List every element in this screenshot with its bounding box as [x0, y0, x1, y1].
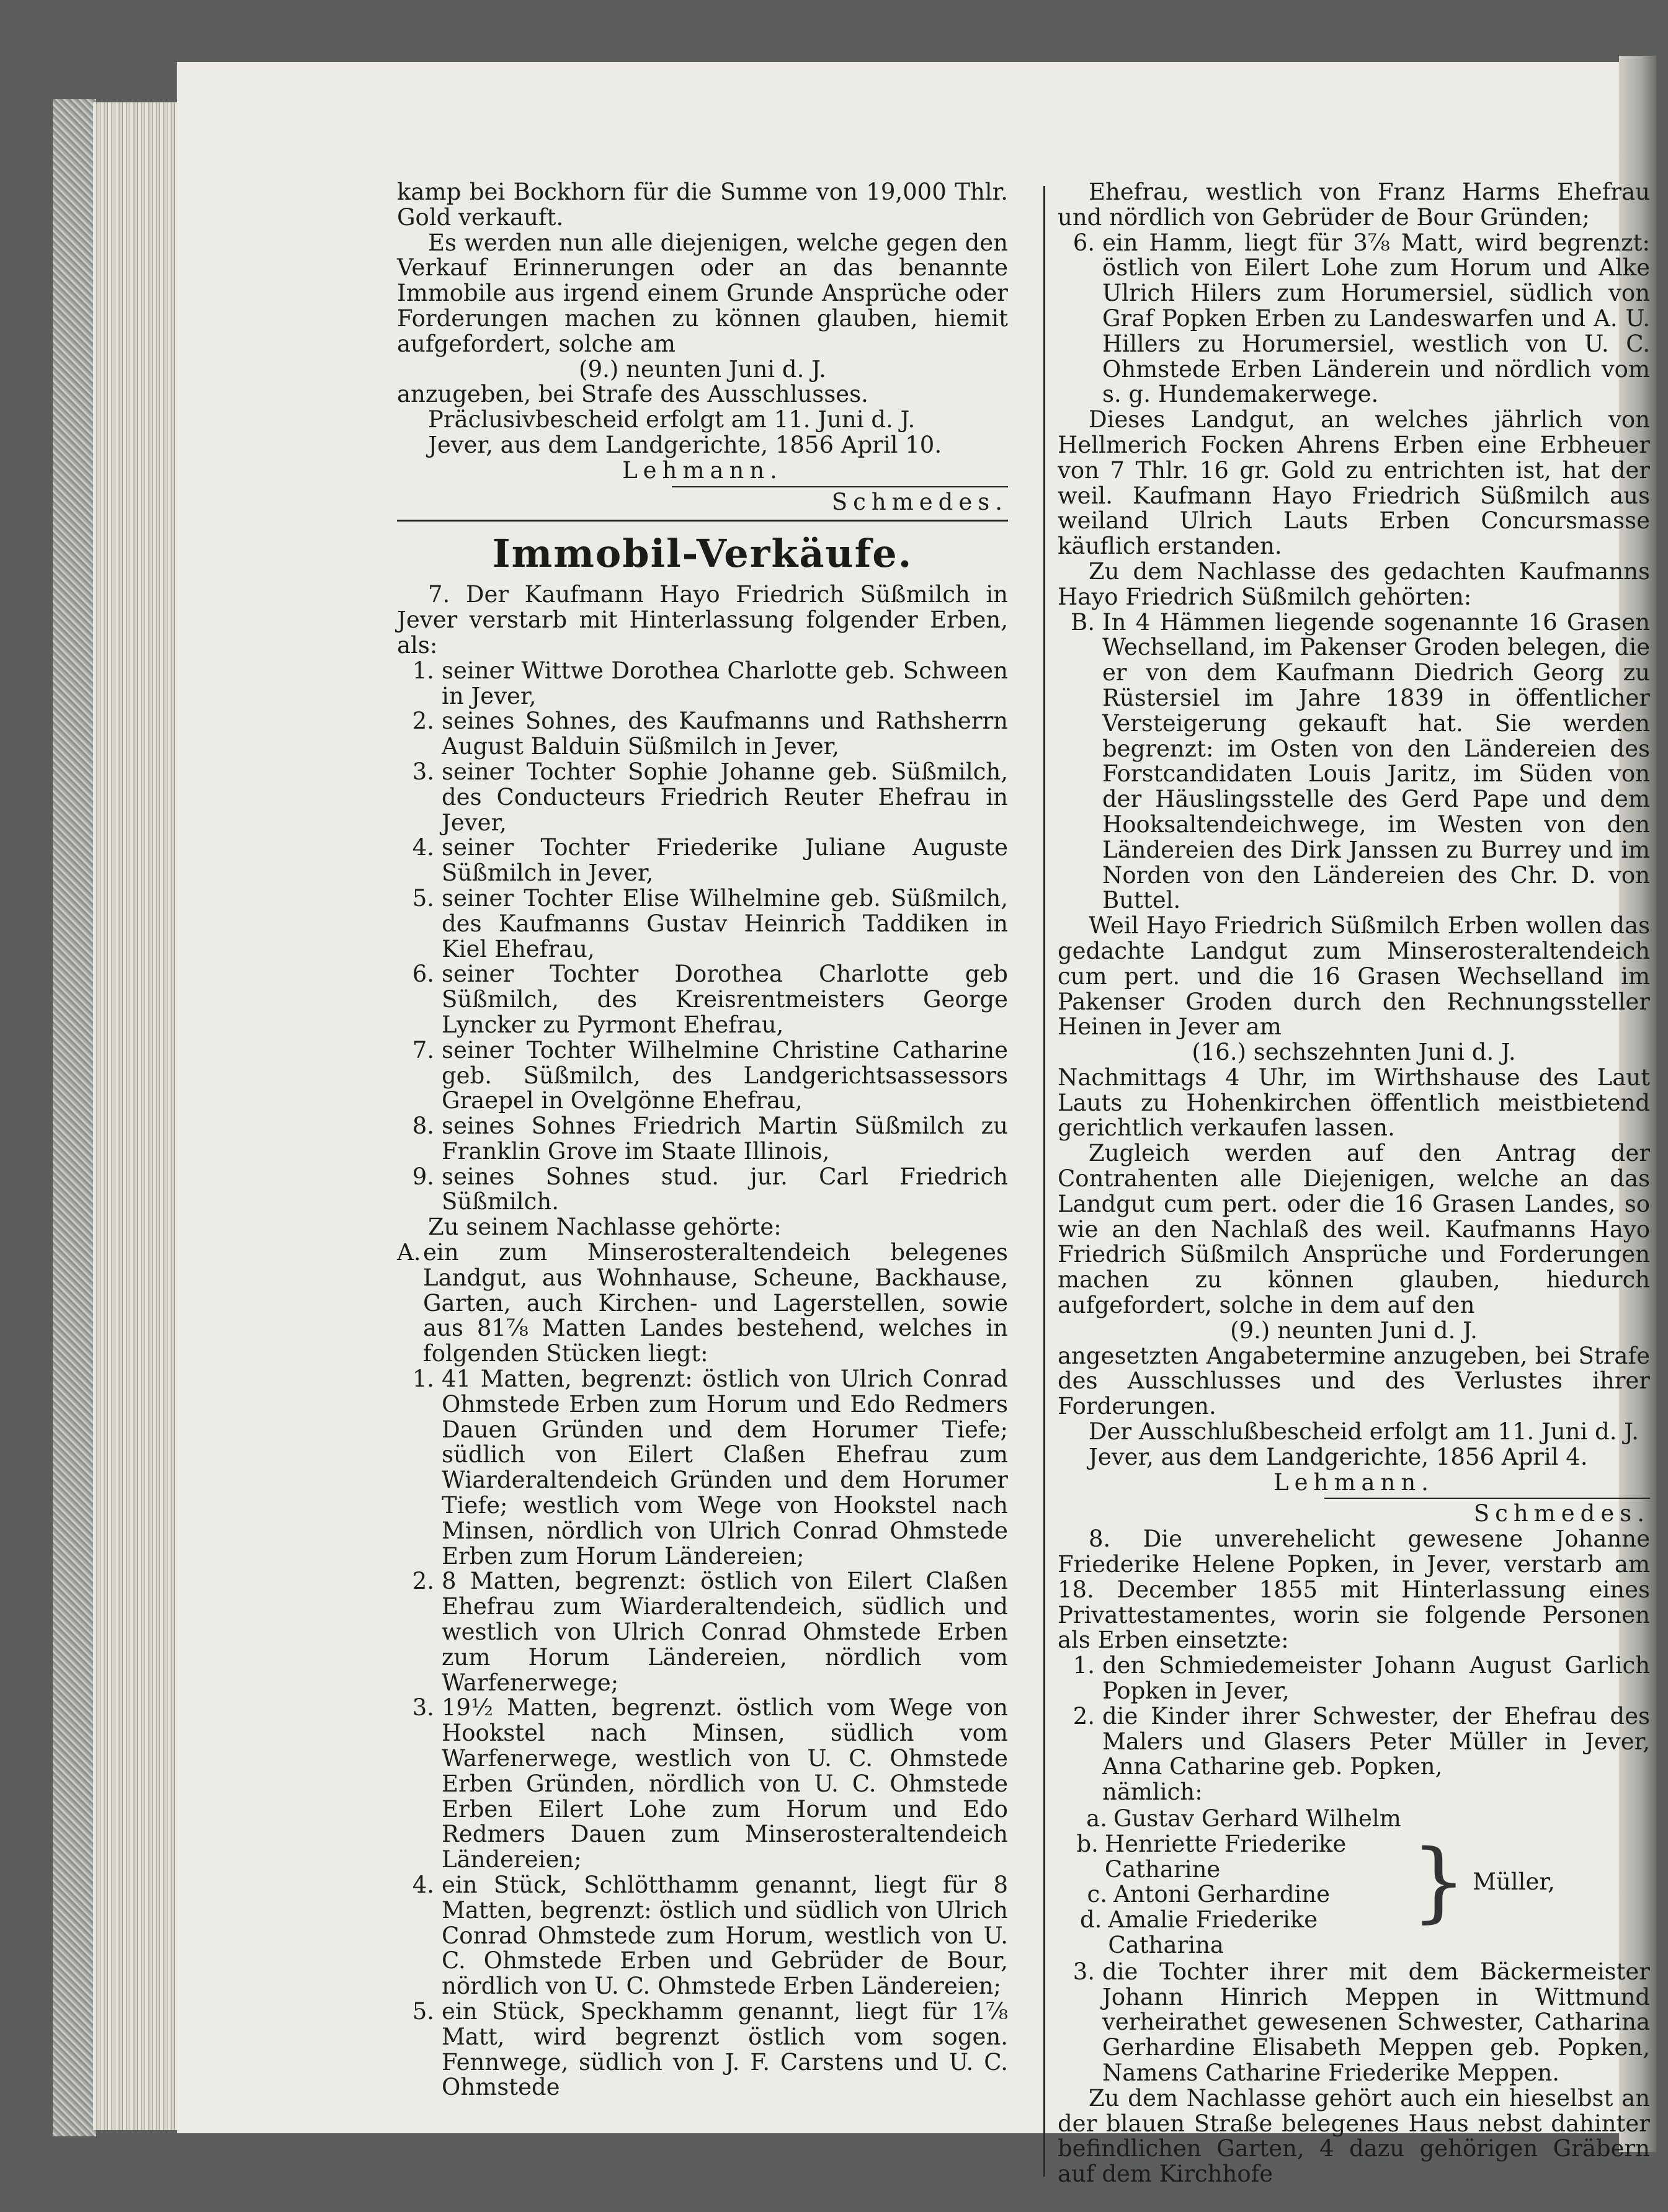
- estate-heading: Zu seinem Nachlasse gehörte:: [428, 1214, 782, 1241]
- signature-lehmann: Lehmann.: [622, 456, 783, 484]
- heir-list: [397, 659, 1008, 1215]
- signature-schmedes-2: Schmedes.: [1473, 1500, 1650, 1527]
- intro-text-5: Jever, aus dem Landgerichte, 1856 April 10.: [428, 431, 942, 458]
- list-item: 1. den Schmiedemeister Johann August Garlich Popken in Jever,: [1073, 1652, 1650, 1705]
- children-list: [1058, 1806, 1405, 1958]
- list-item: 4. ein Stück, Schlötthamm genannt, liegt für 8 Matten, begrenzt: östlich und südlich von Ulrich Conrad Ohmstede zum Horum, westlich von U. C. Ohmstede Erben und Gebrüder de Bour, nördlich von U. C. Ohmstede Erben Ländereien;: [412, 1872, 1008, 2000]
- paragraph-bescheid: Der Ausschlußbescheid erfolgt am 11. Juni d. J.: [1089, 1418, 1639, 1446]
- list-item: 8. seines Sohnes Friedrich Martin Süßmilch zu Franklin Grove im Staate Illinois,: [412, 1113, 1008, 1165]
- continuation-text: Ehefrau, westlich von Franz Harms Ehefrau und nördlich von Gebrüder de Bour Gründen;: [1058, 179, 1650, 231]
- intro-text-2: Es werden nun alle diejenigen, welche gegen den Verkauf Erinnerungen oder an das benannte Immobile aus irgend einem Grunde Ansprüche oder Forderungen machen zu können glauben, hiemit aufgefordert, solche am: [397, 229, 1008, 357]
- paragraph-sale: Weil Hayo Friedrich Süßmilch Erben wollen das gedachte Landgut zum Minserosteraltendeich cum pert. und die 16 Grasen Wechselland im Pakenser Groden durch den Rechnungssteller Heinen in Jever am: [1058, 912, 1650, 1041]
- signature-rule-2: [1324, 1498, 1650, 1499]
- notice-7-intro: 7. Der Kaufmann Hayo Friedrich Süßmilch in Jever verstarb mit Hinterlassung folgender Erben, als:: [397, 581, 1008, 659]
- signature-lehmann-2: Lehmann.: [1273, 1468, 1434, 1496]
- list-item: d. Amalie Friederike Catharina: [1079, 1906, 1318, 1958]
- estate-item-b: B. In 4 Hämmen liegende sogenannte 16 Grasen Wechselland, im Pakenser Groden belegen, die er von dem Kaufmann Diedrich Georg zu Rüstersiel im Jahre 1839 in öffentlicher Versteigerung gekauft hat. Sie werden begrenzt: im Osten von den Ländereien des Forstcandidaten Louis Jaritz, im Süden von der Häuslingsstelle des Gerd Pape und dem Hooksaltendeichwege, im Westen von den Ländereien des Dirk Janssen zu Burrey und im Norden von den Ländereien des Chr. D. von Buttel.: [1071, 608, 1650, 914]
- list-item: 1. seiner Wittwe Dorothea Charlotte geb. Schween in Jever,: [412, 657, 1008, 709]
- deadline-date: (9.) neunten Juni d. J.: [579, 355, 826, 383]
- paragraph-place-date: Jever, aus dem Landgerichte, 1856 April 4.: [1089, 1443, 1588, 1470]
- parcel-list: [397, 1367, 1008, 2100]
- right-column: [1058, 180, 1650, 2187]
- page-edges: [93, 102, 180, 2130]
- list-item: a. Gustav Gerhard Wilhelm: [1086, 1805, 1401, 1832]
- paragraph-penalty: angesetzten Angabetermine anzugeben, bei Strafe des Ausschlusses und des Verlustes ihrer Forderungen.: [1058, 1342, 1650, 1420]
- signature-schmedes: Schmedes.: [831, 488, 1008, 515]
- children-surname: Müller,: [1473, 1868, 1555, 1895]
- paragraph-nachlass: Zu dem Nachlasse des gedachten Kaufmanns Hayo Friedrich Süßmilch gehörten:: [1058, 557, 1650, 610]
- paragraph-landgut: Dieses Landgut, an welches jährlich von Hellmerich Focken Ahrens Erben eine Erbheuer von 7 Thlr. 16 gr. Gold zu entrichten ist, hat der weil. Kaufmann Hayo Friedrich Süßmilch aus weiland Ulrich Lauts Erben Concursmasse käuflich erstanden.: [1058, 406, 1650, 560]
- list-item: 2. 8 Matten, begrenzt: östlich von Eilert Claßen Ehefrau zum Wiarderaltendeich, südlich und westlich von Ulrich Conrad Ohmstede Erben zum Horum Ländereien, nördlich vom Warfenerwege;: [412, 1568, 1008, 1696]
- intro-text-4: Präclusivbescheid erfolgt am 11. Juni d. J.: [428, 406, 916, 433]
- section-heading: Immobil-Verkäufe.: [492, 531, 913, 577]
- section-rule: [397, 520, 1008, 522]
- column-divider: [1043, 186, 1045, 2177]
- list-item: 3. seiner Tochter Sophie Johanne geb. Süßmilch, des Conducteurs Friedrich Reuter Ehefrau in Jever,: [412, 758, 1008, 836]
- list-item: 6. seiner Tochter Dorothea Charlotte geb Süßmilch, des Kreisrentmeisters George Lyncker zu Pyrmont Ehefrau,: [412, 961, 1008, 1038]
- book-spine: [53, 99, 96, 2136]
- list-item: 9. seines Sohnes stud. jur. Carl Friedrich Süßmilch.: [412, 1163, 1008, 1215]
- paragraph-sale-time: Nachmittags 4 Uhr, im Wirthshause des Laut Lauts zu Hohenkirchen öffentlich meistbietend gerichtlich verkaufen lassen.: [1058, 1064, 1650, 1142]
- paragraph-claims: Zugleich werden auf den Antrag der Contrahenten alle Diejenigen, welche an das Landgut cum pert. oder die 16 Grasen Landes, so wie an den Nachlaß des weil. Kaufmanns Hayo Friedrich Süßmilch Ansprüche und Forderungen machen zu können glauben, hiedurch aufgefordert, solche in dem auf den: [1058, 1140, 1650, 1319]
- list-item: 7. seiner Tochter Wilhelmine Christine Catharine geb. Süßmilch, des Landgerichtsassessors Graepel in Ovelgönne Ehefrau,: [412, 1036, 1008, 1114]
- heir-item-3: 3. die Tochter ihrer mit dem Bäckermeister Johann Hinrich Meppen in Wittmund verheirathet gewesenen Schwester, Catharina Gerhardine Elisabeth Meppen geb. Popken, Namens Catharine Friederike Meppen.: [1073, 1958, 1650, 2086]
- list-item: b. Henriette Friederike Catharine: [1076, 1830, 1347, 1883]
- list-item: 5. seiner Tochter Elise Wilhelmine geb. Süßmilch, des Kaufmanns Gustav Heinrich Taddiken in Kiel Ehefrau,: [412, 884, 1008, 962]
- left-column: [397, 180, 1008, 2100]
- claims-date: (9.) neunten Juni d. J.: [1230, 1317, 1478, 1344]
- intro-text-1: kamp bei Bockhorn für die Summe von 19,000 Thlr. Gold verkauft.: [397, 179, 1008, 231]
- list-item: c. Antoni Gerhardine: [1087, 1881, 1331, 1908]
- notice-8-intro: 8. Die unverehelicht gewesene Johanne Friederike Helene Popken, in Jever, verstarb am 18. December 1855 mit Hinterlassung eines Privattestamentes, worin sie folgende Personen als Erben einsetzte:: [1058, 1526, 1650, 1654]
- list-item: 5. ein Stück, Speckhamm genannt, liegt für 1⅞ Matt, wird begrenzt östlich vom sogen. Fennwege, südlich von J. F. Carstens und U. C. Ohmstede: [412, 1997, 1008, 2101]
- paragraph-house: Zu dem Nachlasse gehört auch ein hieselbst an der blauen Straße belegenes Haus nebst dahinter befindlichen Garten, 4 dazu gehörigen Gräbern auf dem Kirchhofe: [1058, 2084, 1650, 2188]
- list-item: 2. seines Sohnes, des Kaufmanns und Rathsherrn August Balduin Süßmilch in Jever,: [412, 708, 1008, 760]
- list-item: 2. die Kinder ihrer Schwester, der Ehefrau des Malers und Glasers Peter Müller in Jever, Anna Catharine geb. Popken,: [1073, 1702, 1650, 1780]
- list-item: 3. 19½ Matten, begrenzt. östlich vom Wege von Hookstel nach Minsen, südlich vom Warfenerwege, westlich von U. C. Ohmstede Erben Gründen, nördlich von U. C. Ohmstede Erben Eilert Lohe zum Horum und Edo Redmers Dauen zum Minserosteraltendeich Ländereien;: [412, 1694, 1008, 1873]
- intro-text-3: anzugeben, bei Strafe des Ausschlusses.: [397, 381, 868, 408]
- list-item: 1. 41 Matten, begrenzt: östlich von Ulrich Conrad Ohmstede Erben zum Horum und Edo Redmers Dauen Gründen und dem Horumer Tiefe; südlich von Eilert Claßen Ehefrau zum Wiarderaltendeich Gründen und dem Horumer Tiefe; westlich vom Wege von Hookstel nach Minsen, nördlich von Ulrich Conrad Ohmstede Erben zum Horum Ländereien;: [412, 1366, 1008, 1570]
- estate-item-a: A. ein zum Minserosteraltendeich belegenes Landgut, aus Wohnhause, Scheune, Backhause, Garten, auch Kirchen- und Lagerstellen, sowie aus 81⅞ Matten Landes bestehend, welches in folgenden Stücken liegt:: [397, 1239, 1008, 1367]
- sale-date: (16.) sechszehnten Juni d. J.: [1192, 1039, 1516, 1066]
- namely-label: nämlich:: [1102, 1779, 1203, 1806]
- list-item: 4. seiner Tochter Friederike Juliane Auguste Süßmilch in Jever,: [412, 834, 1008, 887]
- brace-symbol: }: [1411, 1831, 1467, 1933]
- signature-rule: [672, 486, 1008, 487]
- children-block: [1058, 1806, 1650, 1958]
- parcel-item-6: 6. ein Hamm, liegt für 3⅞ Matt, wird begrenzt: östlich von Eilert Lohe zum Horum und Alke Ulrich Hilers zum Horumersiel, südlich von Graf Popken Erben zu Landeswarfen und A. U. Hillers zu Horumersiel, westlich von U. C. Ohmstede Erben Länderein und nördlich vom s. g. Hundemakerwege.: [1073, 229, 1650, 408]
